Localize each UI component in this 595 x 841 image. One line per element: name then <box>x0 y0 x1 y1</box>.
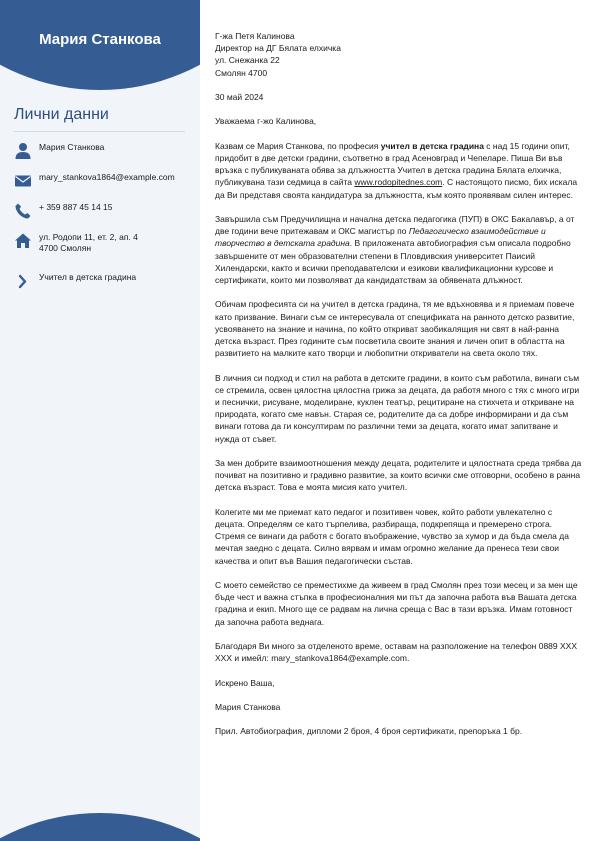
paragraph-thanks: Благодаря Ви много за отделеното време, оставам на разположение на телефон 0889 XXX XXX и имейл: mary_stankova1864@example.com. <box>215 641 578 664</box>
contact-phone-text[interactable]: + 359 887 45 14 15 <box>39 202 113 212</box>
website-link[interactable]: www.rodopitednes.com <box>354 177 443 188</box>
paragraph-relocation: С моето семейство се преместихме да живеем в град Смолян през този месец и за мен ще бъде чест и важна стъпка в професионалния ми път да започна работа във Вашата детска градина и екип. Много ще се радвам на лична среща с Вас в тази връзка. Имам готовност да започна работа веднага. <box>215 580 578 627</box>
contact-email-text[interactable]: mary_stankova1864@example.com <box>39 172 175 182</box>
sidebar <box>0 0 200 841</box>
chevron-right-icon <box>14 272 32 290</box>
address-line1: ул. Родопи 11, ет. 2, ап. 4 <box>39 232 138 242</box>
envelope-icon <box>14 172 32 190</box>
address-line2: 4700 Смолян <box>39 243 92 253</box>
person-icon <box>14 142 32 160</box>
recipient-name: Г-жа Петя Калинова <box>215 31 295 41</box>
home-icon <box>14 232 32 250</box>
paragraph-intro <box>215 140 583 201</box>
candidate-name: Мария Станкова <box>39 31 161 48</box>
p1-text-a: Казвам се Мария Станкова, по професия <box>215 140 381 151</box>
contact-address-text <box>39 232 199 254</box>
recipient-street: ул. Снежанка 22 <box>215 55 280 66</box>
contact-person-text: Мария Станкова <box>39 142 105 152</box>
letter-date: 30 май 2024 <box>215 92 264 102</box>
p1-text-c: с над 15 години опит, придобит в две детски градини, съответно в град Асеновград и Чепеларе. Пиша Ви във връзка с публикуваната обява за длъжността Учител в детска градина Бялата елхичка, публикувана тази седмица в сайта <box>215 140 570 188</box>
paragraph-passion: Обичам професията си на учител в детска градина, тя ме вдъхновява и я приемам повече като призвание. Винаги съм се интересувала от спецификата на ранното детско развитие, усвояването на знание и начина, по който откриват заобикалящия ни свят в най-ранна детска възраст. През годините съм посветила своите знания и личен опит в областта на развитието на малките като творци и любопитни откриватели на света около тях. <box>215 299 575 359</box>
letter-closing: Искрено Ваша, <box>215 677 275 688</box>
footer-shape <box>0 813 200 841</box>
cover-letter <box>215 30 583 750</box>
p2-text-a: Завършила съм Предучилищна и начална детска педагогика (ПУП) в ОКС Бакалавър, а от две години вече притежавам и ОКС магистър по <box>215 213 575 237</box>
recipient-address <box>215 30 583 79</box>
p1-text-d: . С настоящото писмо, бих искала да Ви представя своята кандидатура за длъжността, към която проявявам силен интерес. <box>215 177 578 200</box>
paragraph-mission: За мен добрите взаимоотношения между децата, родителите и цялостната среда трябва да почиват на позитивно и градивно развитие, за които всички сме отговорни, особено в ранна детска възраст. Това е моята мисия като учител. <box>215 458 582 493</box>
paragraph-education <box>215 213 583 286</box>
recipient-city: Смолян 4700 <box>215 67 268 78</box>
recipient-title: Директор на ДГ Бялата елхичка <box>215 43 341 54</box>
p2-italic: Педагогическо взаимодействие и творчество в детската градина <box>215 226 546 249</box>
p2-text-c: . В приложената автобиография съм описала подробно завършените от мен образователни степени в Пловдивския университет Паисий Хилендарски, както и всички преподавателски и езикови квалификационни курсове и сертификати, които ми позволяват да кандидатствам за обявената длъжност. <box>215 238 571 285</box>
contact-position-text: Учител в детска градина <box>39 272 137 282</box>
section-divider <box>14 131 185 132</box>
letter-greeting: Уважаема г-жо Калинова, <box>215 116 317 127</box>
letter-signature: Мария Станкова <box>215 701 281 712</box>
section-title-personal: Лични данни <box>14 106 109 123</box>
paragraph-approach: В личния си подход и стил на работа в детските градини, в които съм работила, винаги съм се стремила, освен цялостна цялостна грижа за децата, да работя много с тях с много игри и песнички, рисуване, моделиране, куклен театър, рецитиране на стихчета и откриване на природата, когато сме навън. Старая се, родителите да са добре информирани и да съм винаги готова да ги консултирам по различни теми за децата, когато имат запитване и нужда от съвет. <box>215 372 580 444</box>
phone-icon <box>14 202 32 220</box>
paragraph-qualities: Колегите ми ме приемат като педагог и позитивен човек, който работи увлекателно с децата. Определям се като търпелива, разбираща, подкрепяща и премерено строга. Стремя се винаги да работя с богато въображение, чувство за хумор и да бъда смела да мечтая заедно с децата. Силно вярвам и имам огромно желание да пренеса тези свои качества и опит във Вашия педагогически състав. <box>215 506 569 566</box>
p1-bold: учител в детска градина <box>380 140 484 151</box>
letter-enclosure: Прил. Автобиография, дипломи 2 броя, 4 броя сертификати, препоръка 1 бр. <box>215 726 523 737</box>
